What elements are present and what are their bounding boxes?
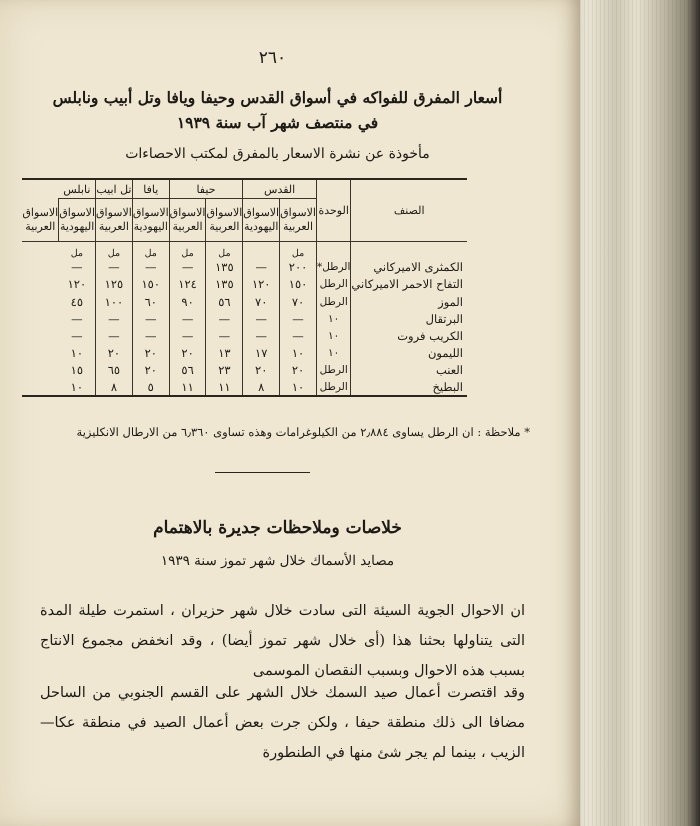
cell-item: العنب <box>351 362 467 379</box>
header-city-jerusalem: القدس <box>243 179 317 199</box>
header-item: الصنف <box>351 179 467 242</box>
section-subtitle: مصايد الأسماك خلال شهر تموز سنة ١٩٣٩ <box>160 553 395 569</box>
table-source-subtitle: مأخوذة عن نشرة الاسعار بالمفرق لمكتب الاحصاءات <box>125 146 430 162</box>
cell-price: — <box>243 310 280 327</box>
mill-label: مل <box>70 247 83 259</box>
cell-unit: الرطل <box>316 276 350 293</box>
header-market: الاسواق اليهودية <box>132 199 169 242</box>
table-row-units <box>22 242 467 259</box>
mill-label: مل <box>96 242 133 259</box>
cell-price: ٤٥ <box>70 294 84 309</box>
cell-price: ١٠ <box>280 379 317 396</box>
cell-price: ٢٣ <box>206 362 243 379</box>
cell-item: الموز <box>351 293 467 310</box>
cell-price: — <box>96 327 133 344</box>
cell-price: ٢٠ <box>243 362 280 379</box>
cell-price: ٦٠ <box>132 293 169 310</box>
cell-price: ١٣ <box>206 345 243 362</box>
cell-price: — <box>169 327 206 344</box>
cell-price: — <box>132 259 169 276</box>
cell-price: ١٠ <box>280 345 317 362</box>
table-row <box>22 293 467 310</box>
header-market: الاسواق العربية <box>96 199 133 242</box>
cell-price: — <box>243 327 280 344</box>
cell-price: ١٢٥ <box>96 276 133 293</box>
cell-price: — <box>96 310 133 327</box>
cell-price: ١١ <box>169 379 206 396</box>
section-title: خلاصات وملاحظات جديرة بالاهتمام <box>153 518 402 538</box>
cell-price: — <box>280 327 317 344</box>
paragraph-1: ان الاحوال الجوية السيئة التى سادت خلال شهر حزيران ، استمرت طيلة المدة التى يتناولها بحثنا هذا (أى خلال شهر تموز أيضا) ، وقد انخفض مجموع الانتاج بسبب هذه الاحوال وبسبب النقصان الموسمى <box>40 603 525 679</box>
mill-label: مل <box>169 242 206 259</box>
mill-label: مل <box>132 242 169 259</box>
cell-price: ١٠ <box>70 380 84 395</box>
cell-price: ١٠٠ <box>96 293 133 310</box>
table-body <box>22 242 467 397</box>
cell-price: — <box>132 310 169 327</box>
cell-price: ١٥ <box>70 363 84 378</box>
mill-label: مل <box>280 242 317 259</box>
header-market: الاسواق اليهودية <box>59 199 96 242</box>
cell-price: ٢٠٠ <box>280 259 317 276</box>
section-divider <box>215 472 310 473</box>
cell-item: البطيخ <box>351 379 467 396</box>
cell-item: البرتقال <box>351 310 467 327</box>
paragraph-2: وقد اقتصرت أعمال صيد السمك خلال الشهر على القسم الجنوبي من الساحل مضافا الى ذلك منطقة حيفا ، ولكن جرت بعض أعمال الصيد في منطقة عكا—الزيب ، بينما لم يجر شئ منها في الطنطورة <box>40 685 525 761</box>
cell-price: — <box>280 310 317 327</box>
cell-price: — <box>71 329 83 344</box>
cell-price: ١٢٤ <box>169 276 206 293</box>
cell-price: — <box>71 260 83 275</box>
header-market: الاسواق العربية <box>206 199 243 242</box>
cell-price: — <box>71 311 83 326</box>
table-row <box>22 259 467 276</box>
cell-price: ٧٠ <box>243 293 280 310</box>
cell-item: الليمون <box>351 345 467 362</box>
cell-price: — <box>206 327 243 344</box>
table-row <box>22 379 467 396</box>
cell-price: ٢٠ <box>280 362 317 379</box>
cell-price: — <box>96 259 133 276</box>
table-row <box>22 310 467 327</box>
book-page-edges <box>560 0 700 826</box>
cell-item: الكمثرى الاميركاني <box>351 259 467 276</box>
header-market: الاسواق العربية <box>280 199 317 242</box>
cell-price: — <box>169 259 206 276</box>
header-market: الاسواق العربية <box>22 199 58 242</box>
cell-price: ٢٠ <box>132 345 169 362</box>
cell-price: ٥ <box>132 379 169 396</box>
cell-item: الكريب فروت <box>351 327 467 344</box>
cell-unit: ١٠ <box>316 310 350 327</box>
cell-price: ٦٥ <box>96 362 133 379</box>
cell-unit: الرطل <box>316 362 350 379</box>
cell-price: ٢٠ <box>169 345 206 362</box>
cell-price: ٨ <box>243 379 280 396</box>
cell-price: ١١ <box>206 379 243 396</box>
cell-price: ٨ <box>96 379 133 396</box>
cell-price: ١٥٠ <box>132 276 169 293</box>
header-city-nablus: نابلس <box>59 179 96 199</box>
header-city-telaviv: تل ابيب <box>96 179 133 199</box>
cell-unit: الرطل* <box>316 259 350 276</box>
cell-price: — <box>206 310 243 327</box>
cell-price: ١٠ <box>70 346 84 361</box>
cell-price: ٥٦ <box>206 293 243 310</box>
cell-price: ١٧ <box>243 345 280 362</box>
cell-unit: ١٠ <box>316 345 350 362</box>
cell-price: ١٢٠ <box>67 277 87 292</box>
cell-price: — <box>132 327 169 344</box>
cell-price: ٧٠ <box>280 293 317 310</box>
cell-unit: الرطل <box>316 293 350 310</box>
cell-price: ١٢٠ <box>243 276 280 293</box>
cell-item: التفاح الاحمر الاميركاني <box>351 276 467 293</box>
cell-price: ٢٠ <box>132 362 169 379</box>
table-title-line2: في منتصف شهر آب سنة ١٩٣٩ <box>176 113 379 132</box>
cell-price: ٩٠ <box>169 293 206 310</box>
table-footnote: * ملاحظة : ان الرطل يساوى ٢٫٨٨٤ من الكيلوغرامات وهذه تساوى ٦٫٣٦٠ من الارطال الانكليزية <box>76 425 530 439</box>
fruit-price-table <box>22 178 467 397</box>
cell-price: ٢٠ <box>96 345 133 362</box>
header-city-haifa: حيفا <box>169 179 243 199</box>
cell-price: ٥٦ <box>169 362 206 379</box>
cell-unit: ١٠ <box>316 327 350 344</box>
header-market: الاسواق العربية <box>169 199 206 242</box>
mill-label: مل <box>206 242 243 259</box>
table-title-line1: أسعار المفرق للفواكه في أسواق القدس وحيفا ويافا وتل أبيب ونابلس <box>52 88 503 107</box>
cell-price: — <box>243 259 280 276</box>
cell-price: ١٣٥ <box>206 276 243 293</box>
table-row <box>22 276 467 293</box>
cell-price: — <box>169 310 206 327</box>
price-table-container <box>22 178 467 397</box>
cell-unit: الرطل <box>316 379 350 396</box>
header-market: الاسواق اليهودية <box>243 199 280 242</box>
table-row <box>22 345 467 362</box>
cell-price: ١٥٠ <box>280 276 317 293</box>
page-number: ٢٦٠ <box>258 48 287 68</box>
cell-price: ١٣٥ <box>206 259 243 276</box>
header-city-jaffa: يافا <box>132 179 169 199</box>
header-unit: الوحدة <box>316 179 350 242</box>
table-row <box>22 327 467 344</box>
table-row <box>22 362 467 379</box>
